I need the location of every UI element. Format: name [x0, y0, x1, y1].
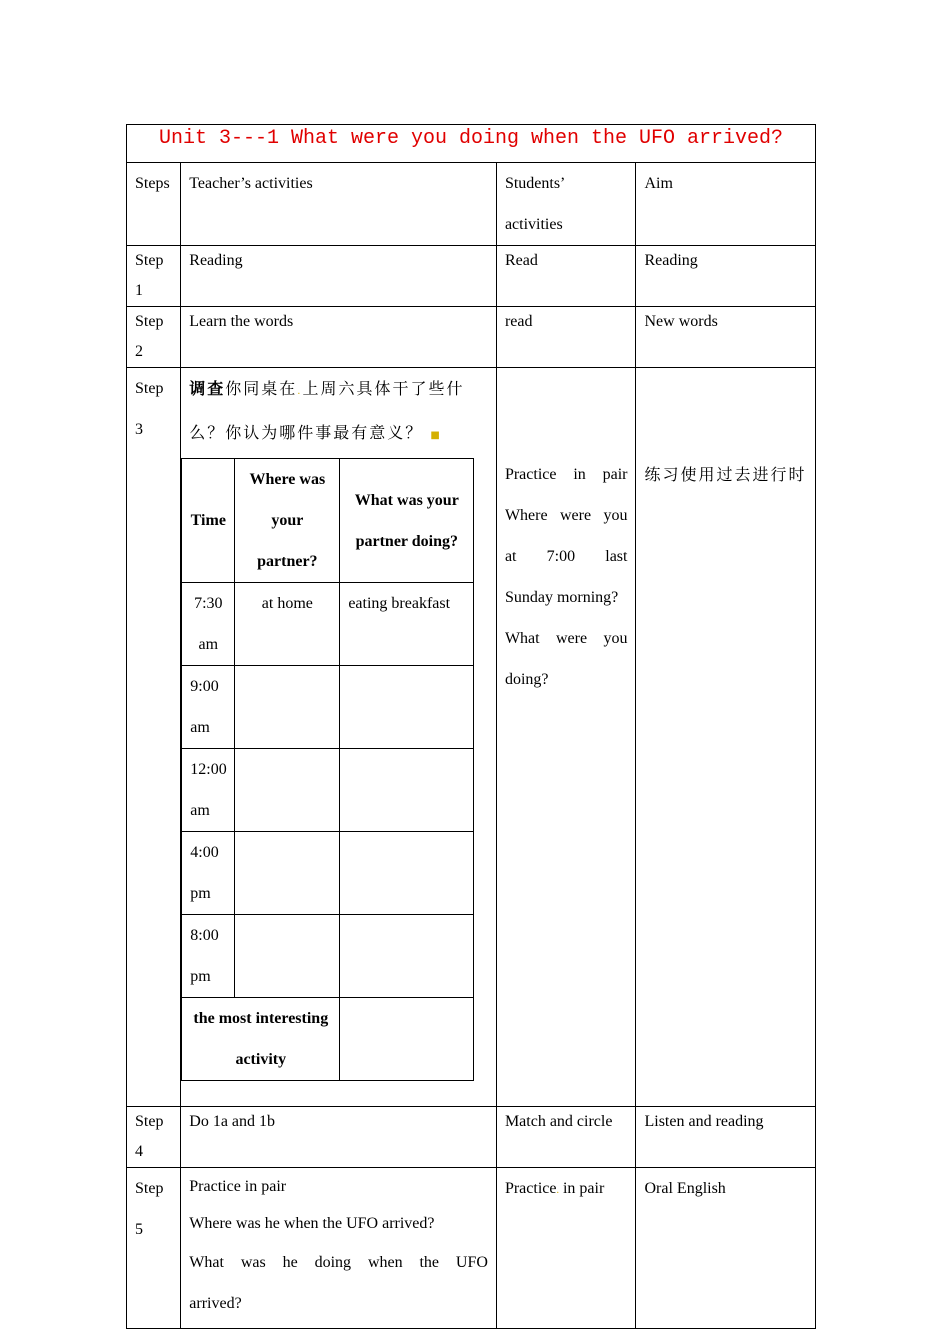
word: last [605, 548, 628, 565]
survey-time-1: 7:30 [194, 595, 223, 612]
lesson-plan-page [126, 124, 816, 1329]
word: pair [602, 466, 628, 483]
survey-row [182, 915, 474, 998]
step1-label: Step 1 [127, 246, 181, 307]
step5-students [496, 1168, 636, 1329]
step2-teacher: Learn the words [181, 307, 497, 368]
page-title: Unit 3---1 What were you doing when the UFO arrived? [158, 127, 784, 150]
step3-label: Step 3 [127, 368, 181, 1107]
title-cell [127, 125, 816, 163]
step2-label: Step 2 [127, 307, 181, 368]
step5-row [127, 1168, 816, 1329]
survey-time-1: 9:00 [190, 678, 219, 695]
edit-mark-icon: . [556, 1185, 559, 1196]
word: at [504, 548, 517, 565]
title-row [127, 125, 816, 163]
step5-label: Step 5 [127, 1168, 181, 1329]
survey-header-what [340, 459, 474, 583]
word: 7:00 [546, 548, 576, 565]
step3-aim-text: 练习使用过去进行时 [644, 465, 807, 484]
survey-header-where [235, 459, 340, 583]
survey-time [182, 666, 235, 749]
word: What [189, 1254, 224, 1271]
survey-row [182, 666, 474, 749]
survey-what: eating breakfast [340, 583, 474, 666]
survey-header-where-3: partner? [257, 553, 318, 570]
survey-time-1: 8:00 [190, 927, 219, 944]
survey-what [340, 666, 474, 749]
header-students [496, 163, 636, 246]
header-students-line2: activities [504, 216, 563, 233]
step3-row [127, 368, 816, 1107]
step2-aim: New words [636, 307, 816, 368]
survey-time-2: pm [190, 885, 211, 902]
step3-students [496, 368, 636, 1107]
survey-time-1: 12:00 [190, 761, 227, 778]
step1-teacher: Reading [181, 246, 497, 307]
step3-practice-block [505, 368, 628, 700]
survey-where: at home [235, 583, 340, 666]
survey-line1-b: 上周六具体干了些什 [302, 379, 465, 398]
word: were [559, 507, 592, 524]
survey-where [235, 749, 340, 832]
survey-footer-2: activity [235, 1051, 287, 1068]
survey-time-2: am [198, 636, 219, 653]
survey-header-where-2: your [271, 512, 304, 529]
word: when [367, 1254, 403, 1271]
survey-footer-value [340, 998, 474, 1081]
practice-line [505, 536, 628, 577]
survey-bold: 调查 [189, 379, 226, 398]
survey-instructions [181, 368, 488, 456]
step5-line2: Where was he when the UFO arrived? [189, 1215, 435, 1232]
practice-line: Sunday morning? [504, 589, 619, 606]
step5-aim: Oral English [636, 1168, 816, 1329]
survey-time-2: pm [190, 968, 211, 985]
step4-aim: Listen and reading [636, 1107, 816, 1168]
step3-aim [636, 368, 816, 1107]
word: What [504, 630, 540, 647]
survey-line2 [189, 412, 488, 456]
word: Practice [504, 466, 557, 483]
survey-where [235, 666, 340, 749]
word: Where [504, 507, 548, 524]
header-teacher: Teacher’s activities [181, 163, 497, 246]
header-row [127, 163, 816, 246]
word: he [282, 1254, 298, 1271]
survey-header-row [182, 459, 474, 583]
word: UFO [455, 1254, 488, 1271]
survey-what [340, 915, 474, 998]
header-aim: Aim [636, 163, 816, 246]
word: you [603, 507, 628, 524]
word: doing [314, 1254, 352, 1271]
word: you [603, 630, 628, 647]
practice-line [505, 618, 628, 659]
step5-line1: Practice in pair [189, 1178, 287, 1195]
step4-label: Step 4 [127, 1107, 181, 1168]
step5-line4: arrived? [189, 1295, 242, 1312]
survey-time-2: am [190, 719, 210, 736]
survey-time [182, 832, 235, 915]
practice-line [505, 495, 628, 536]
step4-students: Match and circle [496, 1107, 636, 1168]
survey-footer-row [182, 998, 474, 1081]
practice-line [505, 454, 628, 495]
step5-students-b: in pair [558, 1180, 605, 1197]
survey-footer-1: the most interesting [193, 1010, 329, 1027]
survey-time-1: 4:00 [190, 844, 219, 861]
survey-line1-a: 你同桌在 [225, 379, 298, 398]
step4-teacher: Do 1a and 1b [181, 1107, 497, 1168]
survey-table [181, 458, 474, 1081]
step1-row [127, 246, 816, 307]
survey-line2-text: 么？你认为哪件事最有意义？ [189, 423, 424, 442]
survey-time [182, 749, 235, 832]
edit-mark-icon: . [297, 386, 303, 397]
step5-teacher [181, 1168, 497, 1329]
survey-header-where-1: Where was [249, 471, 326, 488]
survey-header-time: Time [182, 459, 235, 583]
survey-where [235, 832, 340, 915]
header-steps: Steps [127, 163, 181, 246]
survey-time [182, 915, 235, 998]
survey-row [182, 583, 474, 666]
word: in [573, 466, 586, 483]
practice-line: doing? [504, 671, 549, 688]
header-students-line1: Students’ [504, 175, 566, 192]
step5-students-a: Practice [504, 1180, 557, 1197]
survey-header-what-1: What was your [354, 491, 459, 509]
step5-line3 [189, 1242, 488, 1283]
word: were [555, 630, 588, 647]
survey-where [235, 915, 340, 998]
survey-footer-label [182, 998, 340, 1081]
survey-time-2: am [190, 802, 210, 819]
word: was [240, 1254, 266, 1271]
survey-time [182, 583, 235, 666]
step2-students: read [496, 307, 636, 368]
survey-what [340, 832, 474, 915]
lesson-plan-table [126, 124, 816, 1329]
step3-teacher [181, 368, 497, 1107]
survey-header-what-2: partner doing? [355, 532, 458, 550]
step2-row [127, 307, 816, 368]
survey-line1 [189, 368, 488, 412]
step1-aim: Reading [636, 246, 816, 307]
survey-row [182, 832, 474, 915]
step1-students: Read [496, 246, 636, 307]
step5-teacher-lines [189, 1168, 488, 1328]
survey-row [182, 749, 474, 832]
edit-mark-icon: ■ [430, 430, 442, 441]
survey-what [340, 749, 474, 832]
step4-row [127, 1107, 816, 1168]
word: the [419, 1254, 440, 1271]
